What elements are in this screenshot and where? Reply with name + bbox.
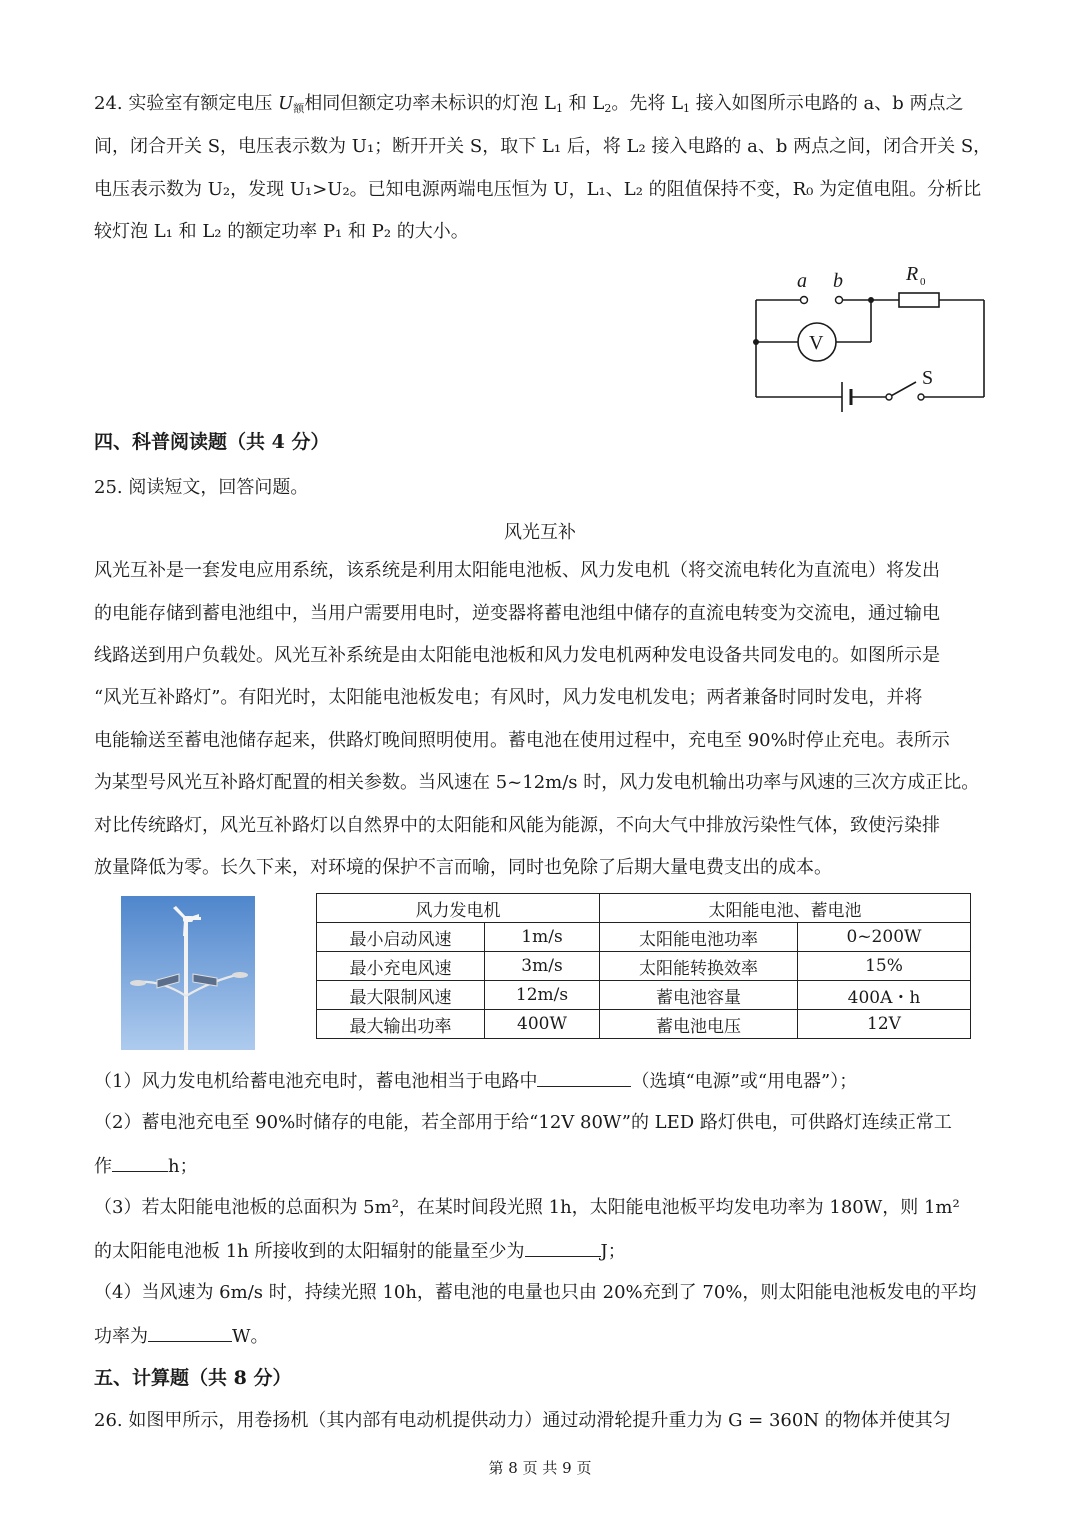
voltmeter-label: V (809, 332, 824, 354)
answer-blank-2[interactable] (112, 1153, 168, 1172)
q26-line-1: 26. 如图甲所示，用卷扬机（其内部有电动机提供动力）通过动滑轮提升重力为 G = 360N 的物体并使其匀 (94, 1410, 951, 1431)
table-cell: 0~200W (798, 923, 971, 952)
table-row (317, 1010, 971, 1039)
table-cell: 1m/s (485, 923, 600, 952)
table-cell: 15% (798, 952, 971, 981)
article-title: 风光互补 (504, 522, 576, 543)
table-cell: 太阳能转换效率 (600, 952, 798, 981)
paragraph-line-3: 线路送到用户负载处。风光互补系统是由太阳能电池板和风力发电机两种发电设备共同发电的。如图所示是 (94, 645, 940, 666)
junction-left (753, 339, 759, 345)
table-cell: 蓄电池电压 (600, 1010, 798, 1039)
q3-unit: J； (600, 1241, 626, 1262)
label-s: S (922, 367, 934, 389)
paragraph-line-6: 为某型号风光互补路灯配置的相关参数。当风速在 5~12m/s 时，风力发电机输出功率与风速的三次方成正比。 (94, 772, 980, 793)
answer-blank-3[interactable] (525, 1238, 601, 1257)
section4-heading: 四、科普阅读题（共 4 分） (94, 431, 330, 453)
q24-text-e: 接入如图所示电路的 a、b 两点之 (690, 93, 964, 114)
q4-text: 功率为 (94, 1326, 148, 1347)
label-b: b (833, 270, 843, 292)
switch-contact (918, 394, 924, 400)
subquestion-3-line-1: （3）若太阳能电池板的总面积为 5m²，在某时间段光照 1h，太阳能电池板平均发电功率为 180W，则 1m² (94, 1197, 960, 1218)
switch-pivot (886, 394, 892, 400)
paragraph-line-5: 电能输送至蓄电池储存起来，供路灯晚间照明使用。蓄电池在使用过程中，充电至 90%时停止充电。表所示 (94, 730, 950, 751)
q24-text-c: 和 L (562, 93, 605, 114)
table-cell: 最大输出功率 (317, 1010, 485, 1039)
subquestion-4-line-1: （4）当风速为 6m/s 时，持续光照 10h，蓄电池的电量也只由 20%充到了 70%，则太阳能电池板发电的平均 (94, 1282, 977, 1303)
q4-unit: W。 (232, 1326, 269, 1347)
q24-text-d: 。先将 L (611, 93, 684, 114)
q24-sub-2: 2 (604, 102, 612, 115)
paragraph-line-8: 放量降低为零。长久下来，对环境的保护不言而喻，同时也免除了后期大量电费支出的成本。 (94, 857, 832, 878)
q24-u: U (278, 93, 294, 114)
table-header-solar: 太阳能电池、蓄电池 (600, 894, 971, 923)
subquestion-1 (94, 1068, 857, 1094)
table-cell: 太阳能电池功率 (600, 923, 798, 952)
switch-blade (889, 382, 916, 397)
table-cell: 3m/s (485, 952, 600, 981)
circuit-diagram (744, 258, 994, 418)
q25-intro: 25. 阅读短文，回答问题。 (94, 477, 309, 498)
q2-text: 作 (94, 1156, 112, 1177)
table-cell: 12V (798, 1010, 971, 1039)
table-row (317, 981, 971, 1010)
table-header-wind: 风力发电机 (317, 894, 600, 923)
subquestion-3-line-2 (94, 1238, 626, 1264)
paragraph-line-1: 风光互补是一套发电应用系统，该系统是利用太阳能电池板、风力发电机（将交流电转化为直流电）将发出 (94, 560, 940, 581)
q1-hint: （选填“电源”或“用电器”）； (631, 1071, 858, 1092)
q24-line-4: 较灯泡 L₁ 和 L₂ 的额定功率 P₁ 和 P₂ 的大小。 (94, 221, 469, 242)
label-r: R (906, 263, 919, 285)
q1-text: （1）风力发电机给蓄电池充电时，蓄电池相当于电路中 (94, 1071, 538, 1092)
subquestion-2-line-1: （2）蓄电池充电至 90%时储存的电能，若全部用于给“12V 80W”的 LED 路灯供电，可供路灯连续正常工 (94, 1112, 952, 1133)
q24-sub-1: 1 (555, 102, 563, 115)
table-header-row (317, 894, 971, 923)
q3-text: 的太阳能电池板 1h 所接收到的太阳辐射的能量至少为 (94, 1241, 525, 1262)
q24-text-a: 24. 实验室有额定电压 (94, 93, 279, 114)
table-cell: 最大限制风速 (317, 981, 485, 1010)
subquestion-2-line-2 (94, 1153, 198, 1179)
table-cell: 最小充电风速 (317, 952, 485, 981)
table-cell: 蓄电池容量 (600, 981, 798, 1010)
answer-blank-4[interactable] (148, 1323, 232, 1342)
terminal-a (801, 297, 808, 304)
q24-text-b: 相同但额定功率未标识的灯泡 L (304, 93, 556, 114)
q24-line-2: 间，闭合开关 S，电压表示数为 U₁；断开开关 S，取下 L₁ 后，将 L₂ 接入电路的 a、b 两点之间，闭合开关 S， (94, 136, 992, 157)
junction-top (868, 297, 874, 303)
q24-u-sub: 额 (293, 102, 305, 115)
table-cell: 12m/s (485, 981, 600, 1010)
table-cell: 最小启动风速 (317, 923, 485, 952)
resistor-r0 (899, 293, 939, 307)
street-lamp-photo (121, 896, 255, 1050)
table-cell: 400A・h (798, 981, 971, 1010)
table-cell: 400W (485, 1010, 600, 1039)
paragraph-line-7: 对比传统路灯，风光互补路灯以自然界中的太阳能和风能为能源，不向大气中排放污染性气体，致使污染排 (94, 815, 940, 836)
label-a: a (797, 270, 807, 292)
q24-sub-3: 1 (683, 102, 691, 115)
paragraph-line-2: 的电能存储到蓄电池组中，当用户需要用电时，逆变器将蓄电池组中储存的直流电转变为交流电，通过输电 (94, 603, 940, 624)
q24-line-1 (94, 92, 963, 121)
terminal-b (836, 297, 843, 304)
parameter-table (316, 893, 971, 1039)
q24-line-3: 电压表示数为 U₂，发现 U₁>U₂。已知电源两端电压恒为 U，L₁、L₂ 的阻值保持不变，R₀ 为定值电阻。分析比 (94, 179, 982, 200)
label-r-sub: 0 (920, 276, 926, 288)
table-row (317, 952, 971, 981)
subquestion-4-line-2 (94, 1323, 269, 1349)
answer-blank-1[interactable] (537, 1068, 631, 1087)
table-row (317, 923, 971, 952)
paragraph-line-4: “风光互补路灯”。有阳光时，太阳能电池板发电；有风时，风力发电机发电；两者兼备时同时发电，并将 (94, 687, 923, 708)
section5-heading: 五、计算题（共 8 分） (94, 1367, 292, 1389)
q2-unit: h； (168, 1156, 198, 1177)
page-footer: 第 8 页 共 9 页 (488, 1459, 592, 1477)
